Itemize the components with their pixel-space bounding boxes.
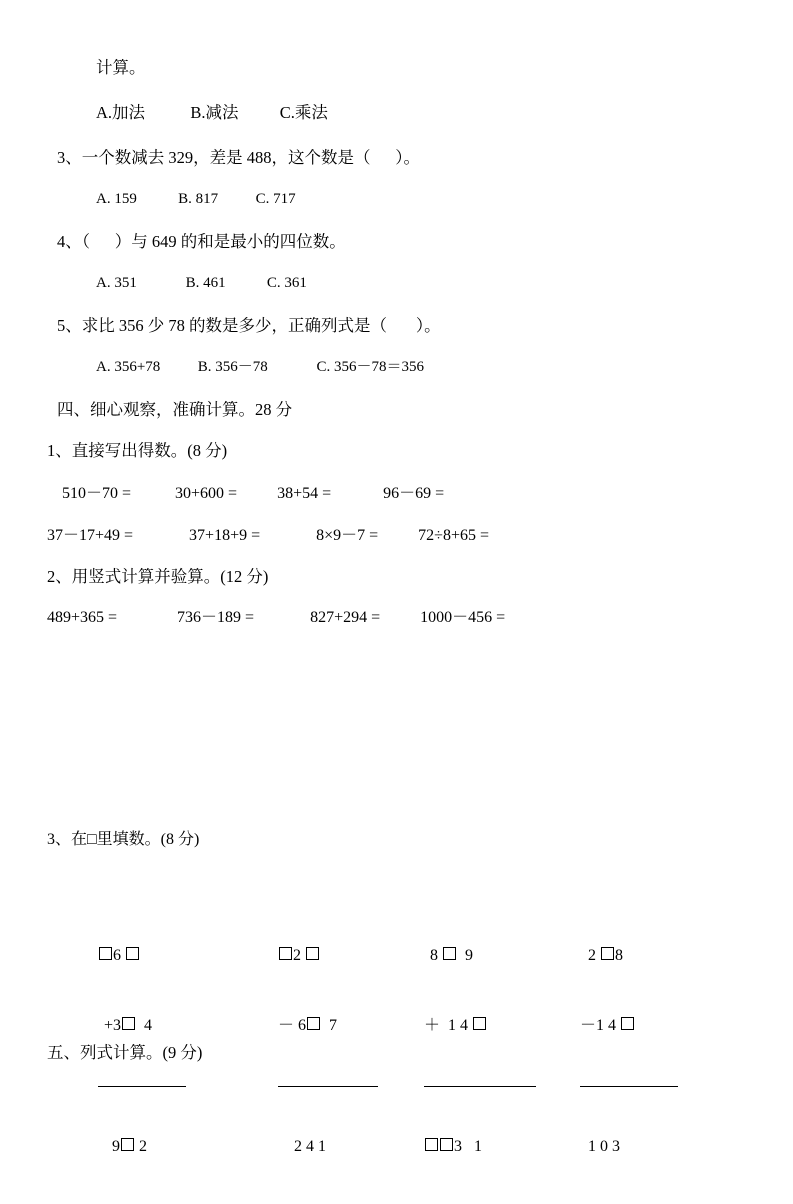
fill-box-column-2 [278,898,378,1204]
question-3-options: A. 159 B. 817 C. 717 [96,191,296,207]
section-4-sub-3-title: 3、在□里填数。(8 分) [47,831,200,848]
answer-box[interactable] [621,1017,634,1030]
answer-box[interactable] [440,1138,453,1151]
question-4-stem: 4、（ ）与 649 的和是最小的四位数。 [57,232,346,251]
fill-box-column-1-row-2: +3 4 [104,1016,153,1034]
question-5-options: A. 356+78 B. 356－78 C. 356－78＝356 [96,359,425,375]
answer-box[interactable] [307,1017,320,1030]
answer-box[interactable] [601,947,614,960]
fill-box-column-3-row-1: 8 9 [430,947,473,965]
fill-box-column-2-row-2: － 6 7 [278,1016,338,1034]
question-5-stem: 5、求比 356 少 78 的数是多少，正确列式是（ ）。 [57,316,441,335]
fill-box-column-3-row-2: ＋ 1 4 [424,1014,536,1037]
fill-box-column-4-row-3: 1 0 3 [588,1137,620,1155]
divider [278,1086,378,1087]
question-3-stem: 3、一个数减去 329，差是 488，这个数是（ ）。 [57,148,420,167]
answer-box[interactable] [126,947,139,960]
fill-box-column-3-row-3: 3 1 [424,1135,536,1158]
answer-box[interactable] [425,1138,438,1151]
oral-calculation-row-1: 510－70 = 30+600 = 38+54 = 96－69 = [62,485,445,502]
answer-box[interactable] [279,947,292,960]
section-4-sub-2-title: 2、用竖式计算并验算。(12 分) [47,567,269,586]
oral-calculation-row-2: 37－17+49 = 37+18+9 = 8×9－7 = 72÷8+65 = [47,527,489,544]
fill-box-column-3 [424,898,536,1204]
vertical-calculation-problems: 489+365 = 736－189 = 827+294 = 1000－456 = [47,609,506,626]
question-2-stem-continued: 计算。 [96,58,146,77]
answer-box[interactable] [121,1138,134,1151]
answer-box[interactable] [443,947,456,960]
fill-box-column-2-row-1: 2 [278,944,378,967]
section-4-sub-1-title: 1、直接写出得数。(8 分) [47,441,228,460]
section-5-title: 五、列式计算。(9 分) [47,1043,203,1062]
divider [424,1086,536,1087]
fill-box-column-4 [580,898,678,1204]
fill-box-column-1-row-3: 9 2 [112,1137,147,1155]
fill-box-column-1-row-1: 6 [98,944,186,967]
question-4-options: A. 351 B. 461 C. 361 [96,275,307,291]
answer-box[interactable] [122,1017,135,1030]
divider [580,1086,678,1087]
section-4-title: 四、细心观察，准确计算。28 分 [57,400,293,419]
answer-box[interactable] [306,947,319,960]
fill-box-column-4-row-1: 2 8 [588,947,623,965]
answer-box[interactable] [99,947,112,960]
fill-box-column-2-row-3: 2 4 1 [294,1137,326,1155]
divider [98,1086,186,1087]
answer-box[interactable] [473,1017,486,1030]
question-2-options: A.加法 B.减法 C.乘法 [96,103,328,122]
fill-box-column-4-row-2: －1 4 [580,1014,678,1037]
